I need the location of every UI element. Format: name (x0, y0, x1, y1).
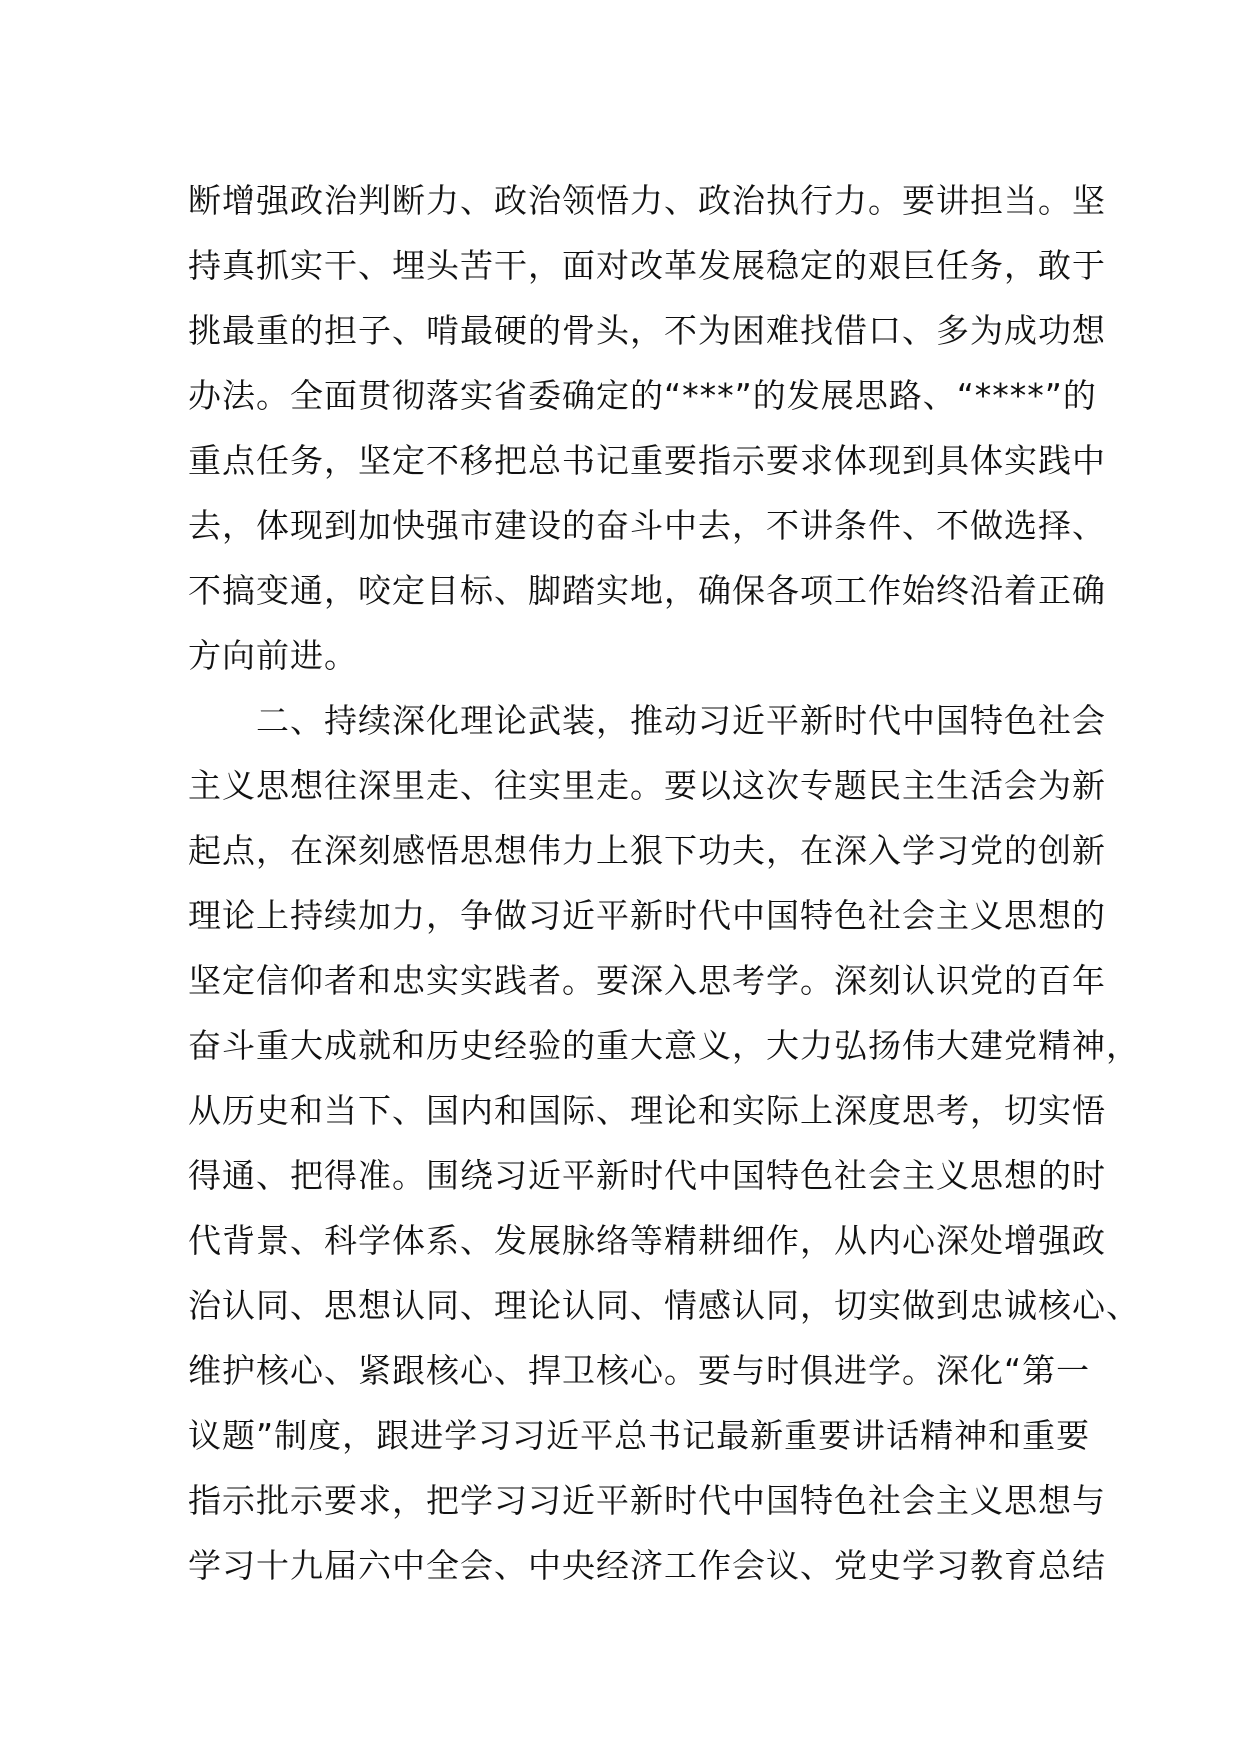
text-line: 理论上持续加力，争做习近平新时代中国特色社会主义思想的 (188, 896, 1106, 935)
text-line: 治认同、思想认同、理论认同、情感认同，切实做到忠诚核心、 (188, 1286, 1140, 1325)
text-line: 二、持续深化理论武装，推动习近平新时代中国特色社会 (188, 701, 1106, 740)
text-line: 维护核心、紧跟核心、捍卫核心。要与时俱进学。深化“第一 (188, 1351, 1091, 1390)
text-line: 重点任务，坚定不移把总书记重要指示要求体现到具体实践中 (188, 441, 1106, 480)
text-line: 挑最重的担子、啃最硬的骨头，不为困难找借口、多为成功想 (188, 311, 1106, 350)
text-line: 起点，在深刻感悟思想伟力上狠下功夫，在深入学习党的创新 (188, 831, 1106, 870)
text-line: 指示批示要求，把学习习近平新时代中国特色社会主义思想与 (188, 1481, 1106, 1520)
text-line: 去，体现到加快强市建设的奋斗中去，不讲条件、不做选择、 (188, 506, 1106, 545)
text-line: 持真抓实干、埋头苦干，面对改革发展稳定的艰巨任务，敢于 (188, 246, 1106, 285)
body-text (188, 168, 1140, 1598)
text-line: 奋斗重大成就和历史经验的重大意义，大力弘扬伟大建党精神， (188, 1026, 1140, 1065)
text-line: 从历史和当下、国内和国际、理论和实际上深度思考，切实悟 (188, 1091, 1106, 1130)
text-line: 不搞变通，咬定目标、脚踏实地，确保各项工作始终沿着正确 (188, 571, 1106, 610)
text-line: 坚定信仰者和忠实实践者。要深入思考学。深刻认识党的百年 (188, 961, 1106, 1000)
text-line: 主义思想往深里走、往实里走。要以这次专题民主生活会为新 (188, 766, 1106, 805)
text-line: 得通、把得准。围绕习近平新时代中国特色社会主义思想的时 (188, 1156, 1106, 1195)
text-line: 议题”制度，跟进学习习近平总书记最新重要讲话精神和重要 (188, 1416, 1091, 1455)
text-line: 断增强政治判断力、政治领悟力、政治执行力。要讲担当。坚 (188, 181, 1106, 220)
text-line: 学习十九届六中全会、中央经济工作会议、党史学习教育总结 (188, 1546, 1106, 1585)
text-line: 方向前进。 (188, 636, 358, 675)
text-line: 代背景、科学体系、发展脉络等精耕细作，从内心深处增强政 (188, 1221, 1106, 1260)
text-line: 办法。全面贯彻落实省委确定的“***”的发展思路、“****”的 (188, 376, 1097, 415)
